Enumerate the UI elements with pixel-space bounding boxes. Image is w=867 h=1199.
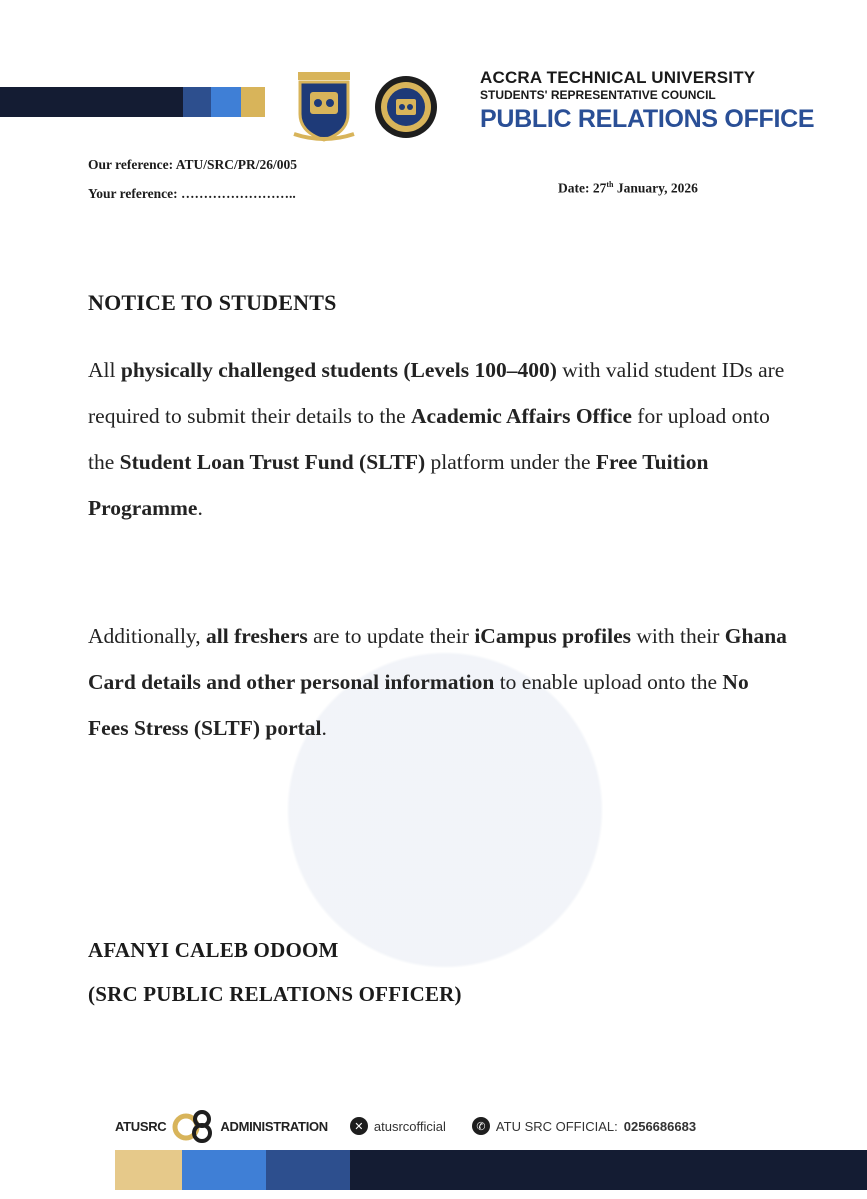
university-name: ACCRA TECHNICAL UNIVERSITY xyxy=(480,68,756,87)
date-rest: January, 2026 xyxy=(613,180,698,196)
phone-number: 0256686683 xyxy=(623,1118,697,1134)
src-seal-logo xyxy=(373,74,439,140)
text-run: Free Tuition Programme xyxy=(88,450,709,520)
notice-title: NOTICE TO STUDENTS xyxy=(88,290,337,315)
our-reference: Our reference: ATU/SRC/PR/26/005 xyxy=(88,157,297,172)
signatory-role: (SRC PUBLIC RELATIONS OFFICER) xyxy=(88,982,462,1006)
text-run: Student Loan Trust Fund (SLTF) xyxy=(119,450,426,474)
atu-crest-logo xyxy=(290,70,358,142)
footer-brand: ATUSRC xyxy=(115,1118,167,1134)
68-logo xyxy=(172,1107,214,1145)
text-run: with valid student IDs are required to submit their details to the xyxy=(88,358,785,428)
text-run: . xyxy=(321,716,327,740)
text-run: Academic Affairs Office xyxy=(411,404,632,428)
footer-social xyxy=(350,1117,446,1135)
references xyxy=(88,150,297,208)
text-run: . xyxy=(197,496,203,520)
footer-phone xyxy=(472,1117,696,1135)
header-color-stripe xyxy=(0,87,265,117)
paragraph-physically-challenged xyxy=(88,347,788,531)
text-run: are to update their xyxy=(307,624,475,648)
notice-date xyxy=(558,180,698,197)
your-reference: Your reference: …………………….. xyxy=(88,186,296,201)
date-prefix: Date: 27 xyxy=(558,180,607,196)
text-run: iCampus profiles xyxy=(474,624,632,648)
whatsapp-icon: ✆ xyxy=(472,1117,490,1135)
signature-block xyxy=(88,928,462,1016)
text-run: physically challenged students (Levels 100–400) xyxy=(120,358,557,382)
text-run: No Fees Stress (SLTF) portal xyxy=(88,670,749,740)
footer-color-stripe xyxy=(115,1150,867,1190)
date-suffix: th xyxy=(606,180,614,189)
social-handle: atusrcofficial xyxy=(373,1118,446,1134)
text-run: to enable upload onto the xyxy=(494,670,723,694)
text-run: all freshers xyxy=(206,624,308,648)
text-run: with their xyxy=(631,624,725,648)
text-run: Additionally, xyxy=(88,624,207,648)
text-run: Ghana Card details and other personal information xyxy=(88,624,787,694)
office-name: PUBLIC RELATIONS OFFICE xyxy=(480,105,815,133)
footer-administration: ADMINISTRATION xyxy=(220,1118,328,1134)
x-icon: ✕ xyxy=(350,1117,368,1135)
footer-contact-bar xyxy=(115,1107,865,1145)
text-run: All xyxy=(88,358,121,382)
organization-header xyxy=(480,68,814,134)
signatory-name: AFANYI CALEB ODOOM xyxy=(88,938,339,962)
text-run: for upload onto the xyxy=(88,404,770,474)
text-run: platform under the xyxy=(425,450,596,474)
council-name: STUDENTS' REPRESENTATIVE COUNCIL xyxy=(480,88,716,102)
paragraph-freshers xyxy=(88,613,788,751)
phone-label: ATU SRC OFFICIAL: xyxy=(495,1118,618,1134)
